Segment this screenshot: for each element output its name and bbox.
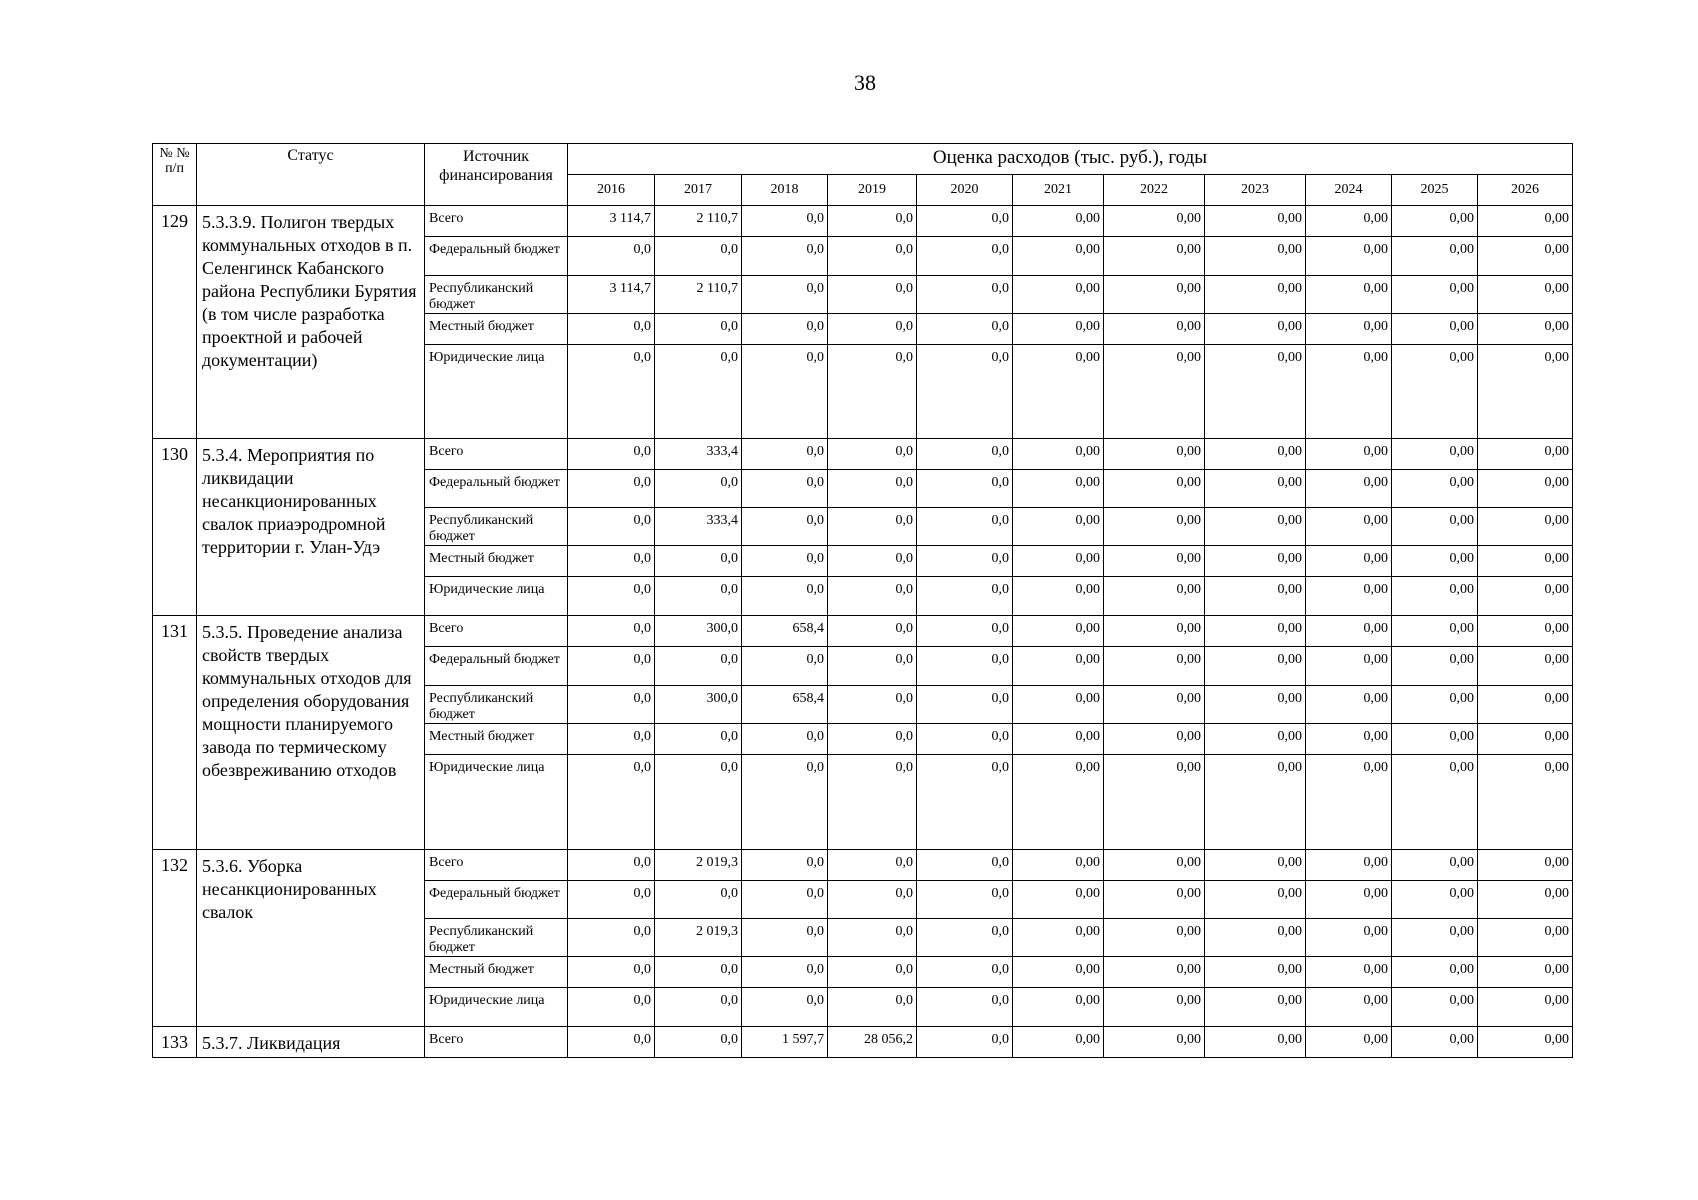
expense-value: 0,0: [655, 577, 742, 616]
expense-value: 0,0: [655, 755, 742, 850]
expense-value: 0,00: [1392, 616, 1478, 647]
expense-value: 0,00: [1478, 988, 1573, 1027]
funding-source: Юридические лица: [425, 755, 568, 850]
expense-value: 0,0: [742, 470, 828, 508]
expense-value: 0,00: [1392, 577, 1478, 616]
expense-value: 2 110,7: [655, 206, 742, 237]
expense-value: 0,00: [1205, 577, 1306, 616]
header-year: 2023: [1205, 175, 1306, 206]
expense-value: 0,00: [1392, 850, 1478, 881]
expense-value: 0,00: [1013, 508, 1104, 546]
expense-value: 2 019,3: [655, 919, 742, 957]
expense-value: 0,00: [1013, 1027, 1104, 1058]
expense-value: 0,00: [1306, 850, 1392, 881]
expense-value: 2 110,7: [655, 276, 742, 314]
expense-value: 0,0: [828, 345, 917, 439]
expense-value: 0,0: [568, 508, 655, 546]
expense-value: 0,0: [742, 724, 828, 755]
expense-value: 0,00: [1478, 957, 1573, 988]
expense-value: 0,0: [917, 439, 1013, 470]
expense-value: 0,00: [1478, 546, 1573, 577]
funding-source: Юридические лица: [425, 988, 568, 1027]
expense-value: 0,0: [568, 957, 655, 988]
expense-value: 0,00: [1013, 919, 1104, 957]
expense-value: 0,0: [917, 237, 1013, 276]
expense-value: 0,00: [1478, 314, 1573, 345]
table-row: [153, 616, 1573, 647]
expense-value: 0,0: [568, 314, 655, 345]
funding-source: Местный бюджет: [425, 724, 568, 755]
expense-value: 0,00: [1104, 439, 1205, 470]
expense-value: 0,00: [1104, 314, 1205, 345]
expense-value: 0,0: [655, 470, 742, 508]
expense-value: 0,00: [1306, 577, 1392, 616]
funding-source: Всего: [425, 616, 568, 647]
expense-value: 0,00: [1013, 881, 1104, 919]
table-row: [153, 1027, 1573, 1058]
expense-value: 0,0: [828, 470, 917, 508]
expense-value: 0,00: [1478, 1027, 1573, 1058]
funding-source: Республиканский бюджет: [425, 686, 568, 724]
expense-value: 3 114,7: [568, 206, 655, 237]
expense-value: 0,00: [1205, 881, 1306, 919]
expense-value: 0,00: [1478, 919, 1573, 957]
expense-value: 0,00: [1306, 470, 1392, 508]
expense-value: 0,00: [1392, 686, 1478, 724]
expense-value: 0,00: [1478, 616, 1573, 647]
expense-value: 0,0: [742, 237, 828, 276]
funding-source: Местный бюджет: [425, 314, 568, 345]
expense-value: 0,0: [917, 724, 1013, 755]
expense-value: 0,0: [828, 881, 917, 919]
expense-value: 300,0: [655, 616, 742, 647]
expense-value: 0,0: [917, 919, 1013, 957]
header-year: 2017: [655, 175, 742, 206]
expense-value: 0,00: [1306, 881, 1392, 919]
expense-value: 0,0: [742, 647, 828, 686]
expense-value: 658,4: [742, 616, 828, 647]
expense-value: 0,0: [568, 1027, 655, 1058]
expense-value: 0,00: [1104, 919, 1205, 957]
funding-source: Всего: [425, 206, 568, 237]
expense-value: 0,00: [1306, 546, 1392, 577]
expense-value: 0,0: [742, 850, 828, 881]
expense-value: 0,00: [1306, 957, 1392, 988]
expense-value: 0,00: [1104, 237, 1205, 276]
expense-value: 0,0: [828, 546, 917, 577]
expense-value: 0,0: [742, 988, 828, 1027]
expense-value: 0,0: [828, 276, 917, 314]
expense-value: 0,00: [1306, 345, 1392, 439]
expense-value: 0,00: [1392, 345, 1478, 439]
expense-value: 0,0: [917, 686, 1013, 724]
expense-value: 0,0: [828, 724, 917, 755]
expense-value: 0,0: [742, 439, 828, 470]
expense-value: 0,00: [1392, 276, 1478, 314]
expense-value: 0,00: [1013, 755, 1104, 850]
expense-value: 0,00: [1392, 647, 1478, 686]
expense-value: 0,00: [1306, 276, 1392, 314]
expense-value: 0,0: [568, 919, 655, 957]
funding-source: Местный бюджет: [425, 546, 568, 577]
expense-value: 28 056,2: [828, 1027, 917, 1058]
expense-value: 0,0: [568, 881, 655, 919]
expense-value: 0,0: [917, 546, 1013, 577]
expense-value: 0,00: [1306, 314, 1392, 345]
row-status: 5.3.6. Уборка несанкционированных свалок: [197, 850, 425, 1027]
expense-value: 0,00: [1205, 755, 1306, 850]
expense-value: 0,00: [1478, 850, 1573, 881]
row-status: 5.3.3.9. Полигон твердых коммунальных отходов в п. Селенгинск Кабанского района Республики Бурятия (в том числе разработка проектной и рабочей документации): [197, 206, 425, 439]
expense-value: 0,00: [1306, 616, 1392, 647]
row-number: 131: [153, 616, 197, 850]
header-year: 2016: [568, 175, 655, 206]
expense-value: 0,0: [917, 850, 1013, 881]
expense-value: 0,0: [568, 616, 655, 647]
expense-value: 300,0: [655, 686, 742, 724]
expense-value: 0,0: [828, 919, 917, 957]
expense-value: 0,00: [1306, 206, 1392, 237]
expense-value: 0,0: [655, 237, 742, 276]
expense-value: 0,0: [917, 957, 1013, 988]
expense-value: 0,00: [1104, 276, 1205, 314]
expense-value: 0,0: [828, 508, 917, 546]
row-status: 5.3.4. Мероприятия по ликвидации несанкционированных свалок приаэродромной территории г. Улан-Удэ: [197, 439, 425, 616]
expense-value: 0,00: [1013, 276, 1104, 314]
expense-value: 0,00: [1104, 345, 1205, 439]
expense-value: 0,0: [917, 755, 1013, 850]
expense-value: 0,00: [1392, 724, 1478, 755]
expense-value: 0,00: [1478, 237, 1573, 276]
expense-value: 0,0: [655, 988, 742, 1027]
expense-value: 0,0: [917, 314, 1013, 345]
expense-value: 0,0: [828, 755, 917, 850]
expense-value: 0,0: [655, 881, 742, 919]
header-number: № № п/п: [153, 144, 197, 206]
expense-value: 0,00: [1013, 470, 1104, 508]
table-row: [153, 439, 1573, 470]
expense-value: 0,00: [1104, 577, 1205, 616]
expense-value: 1 597,7: [742, 1027, 828, 1058]
expense-value: 0,0: [917, 508, 1013, 546]
expense-value: 0,0: [742, 755, 828, 850]
expense-value: 0,00: [1104, 957, 1205, 988]
expense-value: 0,00: [1205, 724, 1306, 755]
expense-value: 0,0: [568, 546, 655, 577]
funding-source: Всего: [425, 1027, 568, 1058]
row-status: 5.3.5. Проведение анализа свойств твердых коммунальных отходов для определения оборудования мощности планируемого завода по термическому обезвреживанию отходов: [197, 616, 425, 850]
expense-value: 0,00: [1205, 988, 1306, 1027]
expense-value: 0,0: [655, 345, 742, 439]
header-source: Источник финансирования: [425, 144, 568, 206]
expense-value: 0,00: [1478, 647, 1573, 686]
expense-value: 0,00: [1013, 957, 1104, 988]
expense-value: 0,0: [742, 276, 828, 314]
expense-value: 0,00: [1205, 206, 1306, 237]
expense-value: 0,0: [828, 647, 917, 686]
expense-value: 0,00: [1205, 957, 1306, 988]
expense-value: 0,00: [1205, 546, 1306, 577]
header-year: 2020: [917, 175, 1013, 206]
expense-value: 0,0: [568, 470, 655, 508]
expense-value: 0,00: [1104, 546, 1205, 577]
expense-value: 0,0: [742, 546, 828, 577]
expense-value: 0,0: [828, 237, 917, 276]
expense-value: 0,0: [917, 345, 1013, 439]
expense-value: 0,00: [1104, 1027, 1205, 1058]
expense-value: 0,00: [1104, 755, 1205, 850]
row-number: 132: [153, 850, 197, 1027]
expense-value: 0,0: [917, 616, 1013, 647]
expense-value: 0,0: [828, 616, 917, 647]
expense-value: 0,00: [1392, 957, 1478, 988]
expense-value: 0,0: [917, 470, 1013, 508]
funding-source: Юридические лица: [425, 577, 568, 616]
expense-value: 0,00: [1205, 345, 1306, 439]
expense-value: 0,0: [742, 345, 828, 439]
expense-value: 0,00: [1104, 881, 1205, 919]
expense-value: 0,00: [1205, 470, 1306, 508]
expense-value: 0,00: [1392, 237, 1478, 276]
expense-value: 0,0: [828, 577, 917, 616]
expense-value: 0,0: [742, 577, 828, 616]
expense-value: 0,00: [1205, 850, 1306, 881]
expense-value: 0,00: [1306, 988, 1392, 1027]
expense-value: 0,00: [1104, 686, 1205, 724]
expense-value: 0,00: [1013, 850, 1104, 881]
table-row: [153, 206, 1573, 237]
expense-value: 0,0: [828, 206, 917, 237]
expense-value: 0,00: [1013, 616, 1104, 647]
expense-value: 0,0: [742, 314, 828, 345]
row-status: 5.3.7. Ликвидация: [197, 1027, 425, 1058]
funding-source: Федеральный бюджет: [425, 237, 568, 276]
expense-value: 0,00: [1478, 206, 1573, 237]
expense-value: 0,00: [1392, 755, 1478, 850]
expense-value: 0,00: [1104, 647, 1205, 686]
expense-value: 0,0: [655, 546, 742, 577]
expense-value: 0,00: [1306, 647, 1392, 686]
expense-value: 0,00: [1392, 1027, 1478, 1058]
expense-value: 0,00: [1205, 314, 1306, 345]
expense-value: 0,0: [828, 957, 917, 988]
table-row: [153, 850, 1573, 881]
expense-value: 0,00: [1478, 577, 1573, 616]
header-status: Статус: [197, 144, 425, 206]
funding-source: Республиканский бюджет: [425, 508, 568, 546]
expense-value: 0,00: [1205, 237, 1306, 276]
expense-value: 0,00: [1013, 988, 1104, 1027]
expense-value: 0,00: [1478, 276, 1573, 314]
expense-value: 0,00: [1013, 686, 1104, 724]
funding-source: Республиканский бюджет: [425, 919, 568, 957]
expense-value: 0,0: [568, 850, 655, 881]
expense-value: 0,00: [1104, 470, 1205, 508]
expense-value: 0,0: [568, 686, 655, 724]
expense-value: 0,00: [1013, 206, 1104, 237]
expense-value: 0,00: [1013, 647, 1104, 686]
expense-value: 0,00: [1392, 314, 1478, 345]
expense-value: 0,0: [828, 439, 917, 470]
page-number: 38: [854, 70, 876, 95]
header-year: 2026: [1478, 175, 1573, 206]
expense-value: 658,4: [742, 686, 828, 724]
expense-value: 0,00: [1205, 439, 1306, 470]
expense-value: 0,00: [1306, 755, 1392, 850]
expense-value: 0,0: [917, 881, 1013, 919]
expense-value: 0,0: [828, 988, 917, 1027]
expense-value: 0,00: [1205, 919, 1306, 957]
expense-value: 0,0: [828, 314, 917, 345]
expense-value: 0,00: [1205, 686, 1306, 724]
expense-value: 0,0: [828, 686, 917, 724]
expense-value: 333,4: [655, 439, 742, 470]
expense-value: 0,00: [1205, 276, 1306, 314]
row-number: 129: [153, 206, 197, 439]
expense-value: 0,00: [1104, 616, 1205, 647]
expense-value: 0,0: [655, 1027, 742, 1058]
expense-value: 0,00: [1205, 1027, 1306, 1058]
expense-value: 0,0: [917, 647, 1013, 686]
expense-value: 0,0: [655, 957, 742, 988]
expense-value: 0,00: [1306, 724, 1392, 755]
funding-source: Всего: [425, 439, 568, 470]
expense-value: 0,0: [917, 988, 1013, 1027]
expense-value: 0,00: [1392, 546, 1478, 577]
row-number: 133: [153, 1027, 197, 1058]
expense-value: 0,00: [1013, 314, 1104, 345]
expense-value: 0,0: [742, 508, 828, 546]
expense-value: 0,0: [742, 206, 828, 237]
expense-value: 0,00: [1478, 881, 1573, 919]
funding-source: Федеральный бюджет: [425, 647, 568, 686]
expense-value: 0,0: [568, 577, 655, 616]
expense-value: 0,00: [1478, 470, 1573, 508]
expense-value: 0,0: [568, 439, 655, 470]
expense-value: 0,00: [1478, 686, 1573, 724]
expense-value: 0,0: [828, 850, 917, 881]
expense-value: 0,00: [1392, 439, 1478, 470]
expense-value: 0,00: [1013, 439, 1104, 470]
row-number: 130: [153, 439, 197, 616]
expense-value: 0,0: [568, 988, 655, 1027]
expense-value: 0,00: [1306, 919, 1392, 957]
header-year: 2019: [828, 175, 917, 206]
expense-value: 0,00: [1478, 755, 1573, 850]
expense-value: 0,00: [1205, 647, 1306, 686]
funding-source: Местный бюджет: [425, 957, 568, 988]
expense-value: 0,00: [1392, 988, 1478, 1027]
expense-value: 0,00: [1392, 206, 1478, 237]
expense-value: 0,0: [917, 577, 1013, 616]
expense-value: 0,0: [655, 314, 742, 345]
expense-value: 3 114,7: [568, 276, 655, 314]
funding-source: Всего: [425, 850, 568, 881]
expense-value: 0,00: [1478, 345, 1573, 439]
funding-source: Республиканский бюджет: [425, 276, 568, 314]
expense-value: 333,4: [655, 508, 742, 546]
expense-value: 0,00: [1306, 439, 1392, 470]
table-body: [153, 206, 1573, 1058]
header-year: 2021: [1013, 175, 1104, 206]
expense-value: 0,00: [1392, 470, 1478, 508]
expense-value: 0,0: [568, 755, 655, 850]
expense-value: 0,00: [1013, 546, 1104, 577]
expense-value: 2 019,3: [655, 850, 742, 881]
funding-source: Федеральный бюджет: [425, 881, 568, 919]
expense-value: 0,00: [1306, 686, 1392, 724]
expense-value: 0,00: [1104, 724, 1205, 755]
header-expense-estimate: Оценка расходов (тыс. руб.), годы: [568, 144, 1573, 175]
expense-value: 0,00: [1306, 237, 1392, 276]
expense-value: 0,0: [568, 724, 655, 755]
expense-value: 0,00: [1478, 439, 1573, 470]
expense-value: 0,00: [1104, 850, 1205, 881]
expense-value: 0,00: [1478, 508, 1573, 546]
expense-value: 0,0: [568, 237, 655, 276]
expense-value: 0,0: [917, 276, 1013, 314]
expense-value: 0,0: [742, 919, 828, 957]
expense-value: 0,0: [568, 345, 655, 439]
funding-source: Юридические лица: [425, 345, 568, 439]
expense-value: 0,00: [1104, 206, 1205, 237]
expense-value: 0,0: [742, 957, 828, 988]
expense-value: 0,00: [1013, 237, 1104, 276]
expense-value: 0,00: [1104, 508, 1205, 546]
expense-value: 0,00: [1392, 881, 1478, 919]
expense-value: 0,00: [1392, 508, 1478, 546]
expense-value: 0,00: [1205, 508, 1306, 546]
expense-value: 0,00: [1104, 988, 1205, 1027]
header-year: 2024: [1306, 175, 1392, 206]
expense-value: 0,0: [917, 1027, 1013, 1058]
budget-table: [152, 143, 1573, 1058]
expense-value: 0,0: [655, 647, 742, 686]
expense-value: 0,00: [1306, 508, 1392, 546]
header-year: 2018: [742, 175, 828, 206]
expense-value: 0,00: [1306, 1027, 1392, 1058]
expense-value: 0,0: [568, 647, 655, 686]
expense-value: 0,00: [1013, 577, 1104, 616]
expense-value: 0,0: [917, 206, 1013, 237]
expense-value: 0,00: [1013, 345, 1104, 439]
header-year: 2025: [1392, 175, 1478, 206]
expense-value: 0,00: [1013, 724, 1104, 755]
expense-value: 0,00: [1478, 724, 1573, 755]
header-year: 2022: [1104, 175, 1205, 206]
expense-value: 0,00: [1392, 919, 1478, 957]
expense-value: 0,0: [655, 724, 742, 755]
funding-source: Федеральный бюджет: [425, 470, 568, 508]
expense-value: 0,0: [742, 881, 828, 919]
expense-value: 0,00: [1205, 616, 1306, 647]
